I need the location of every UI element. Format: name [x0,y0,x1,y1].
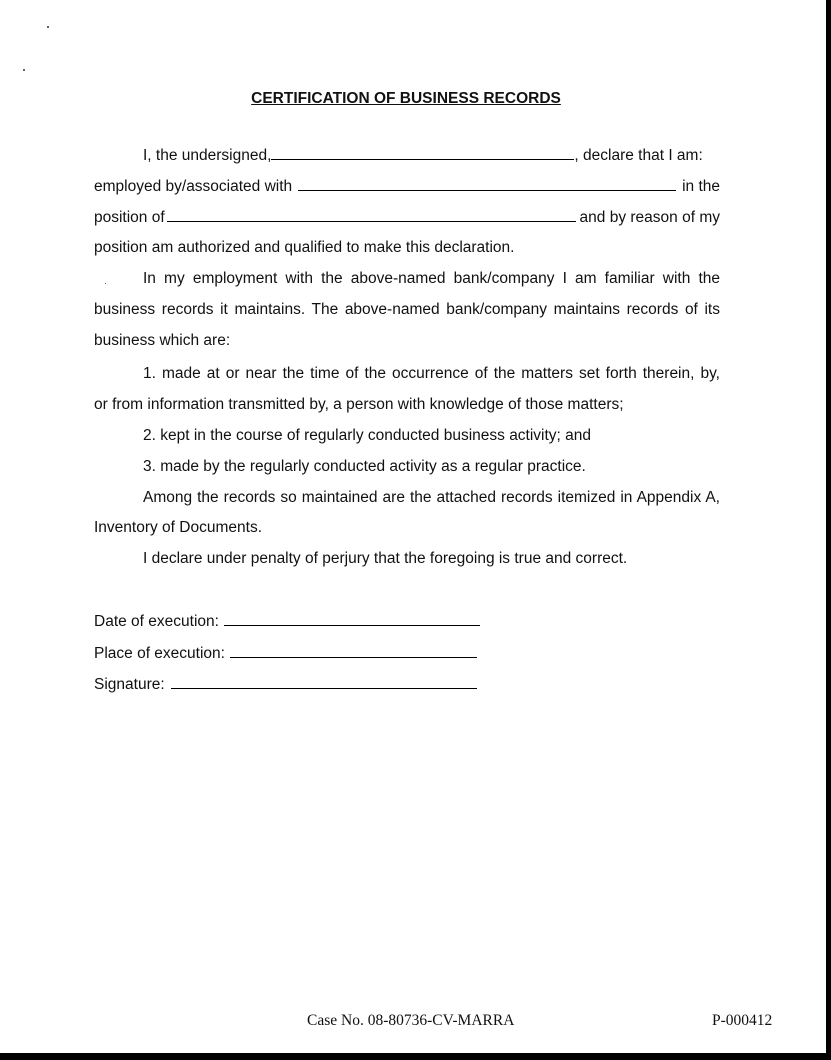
item-3: 3. made by the regularly conducted activity as a regular practice. [143,458,586,475]
scan-speck [23,69,25,71]
bates-number: P-000412 [712,1012,773,1029]
position-blank [167,206,576,222]
employment-line-2: business records it maintains. The above-named bank/company maintains records of its [94,301,720,318]
employment-line-1: In my employment with the above-named bank/company I am familiar with the [143,270,720,287]
employer-label: employed by/associated with [94,178,293,195]
date-of-execution-label: Date of execution: [94,613,219,630]
declaration-line-2 [94,175,720,197]
name-blank [271,144,574,160]
item-1-line-2: or from information transmitted by, a person with knowledge of those matters; [94,396,624,413]
declaration-name-label: I, the undersigned, [143,147,272,164]
signature-field [94,673,477,695]
records-line-1: Among the records so maintained are the attached records itemized in Appendix A, [143,489,720,506]
signature-blank [171,673,477,689]
employer-blank [298,175,676,191]
scan-speck [47,26,49,28]
declaration-line-3 [94,206,720,228]
place-of-execution-blank [230,642,477,658]
position-suffix: and by reason of my [579,209,720,226]
position-label: position of [94,209,165,226]
document-title: CERTIFICATION OF BUSINESS RECORDS [251,90,561,107]
employer-suffix: in the [682,178,720,195]
perjury-statement: I declare under penalty of perjury that the foregoing is true and correct. [143,550,628,567]
declaration-line-4: position am authorized and qualified to make this declaration. [94,239,515,256]
place-of-execution-label: Place of execution: [94,645,225,662]
place-of-execution-field [94,642,477,664]
item-2: 2. kept in the course of regularly conducted business activity; and [143,427,592,444]
item-1-line-1: 1. made at or near the time of the occurrence of the matters set forth therein, by, [143,365,720,382]
date-of-execution-blank [224,610,480,626]
declaration-line-1 [94,144,769,166]
declaration-name-suffix: , declare that I am: [574,147,703,164]
employment-line-3: business which are: [94,332,231,349]
signature-label: Signature: [94,676,165,693]
date-of-execution-field [94,610,480,632]
records-line-2: Inventory of Documents. [94,519,262,536]
case-number: Case No. 08-80736-CV-MARRA [307,1012,515,1029]
